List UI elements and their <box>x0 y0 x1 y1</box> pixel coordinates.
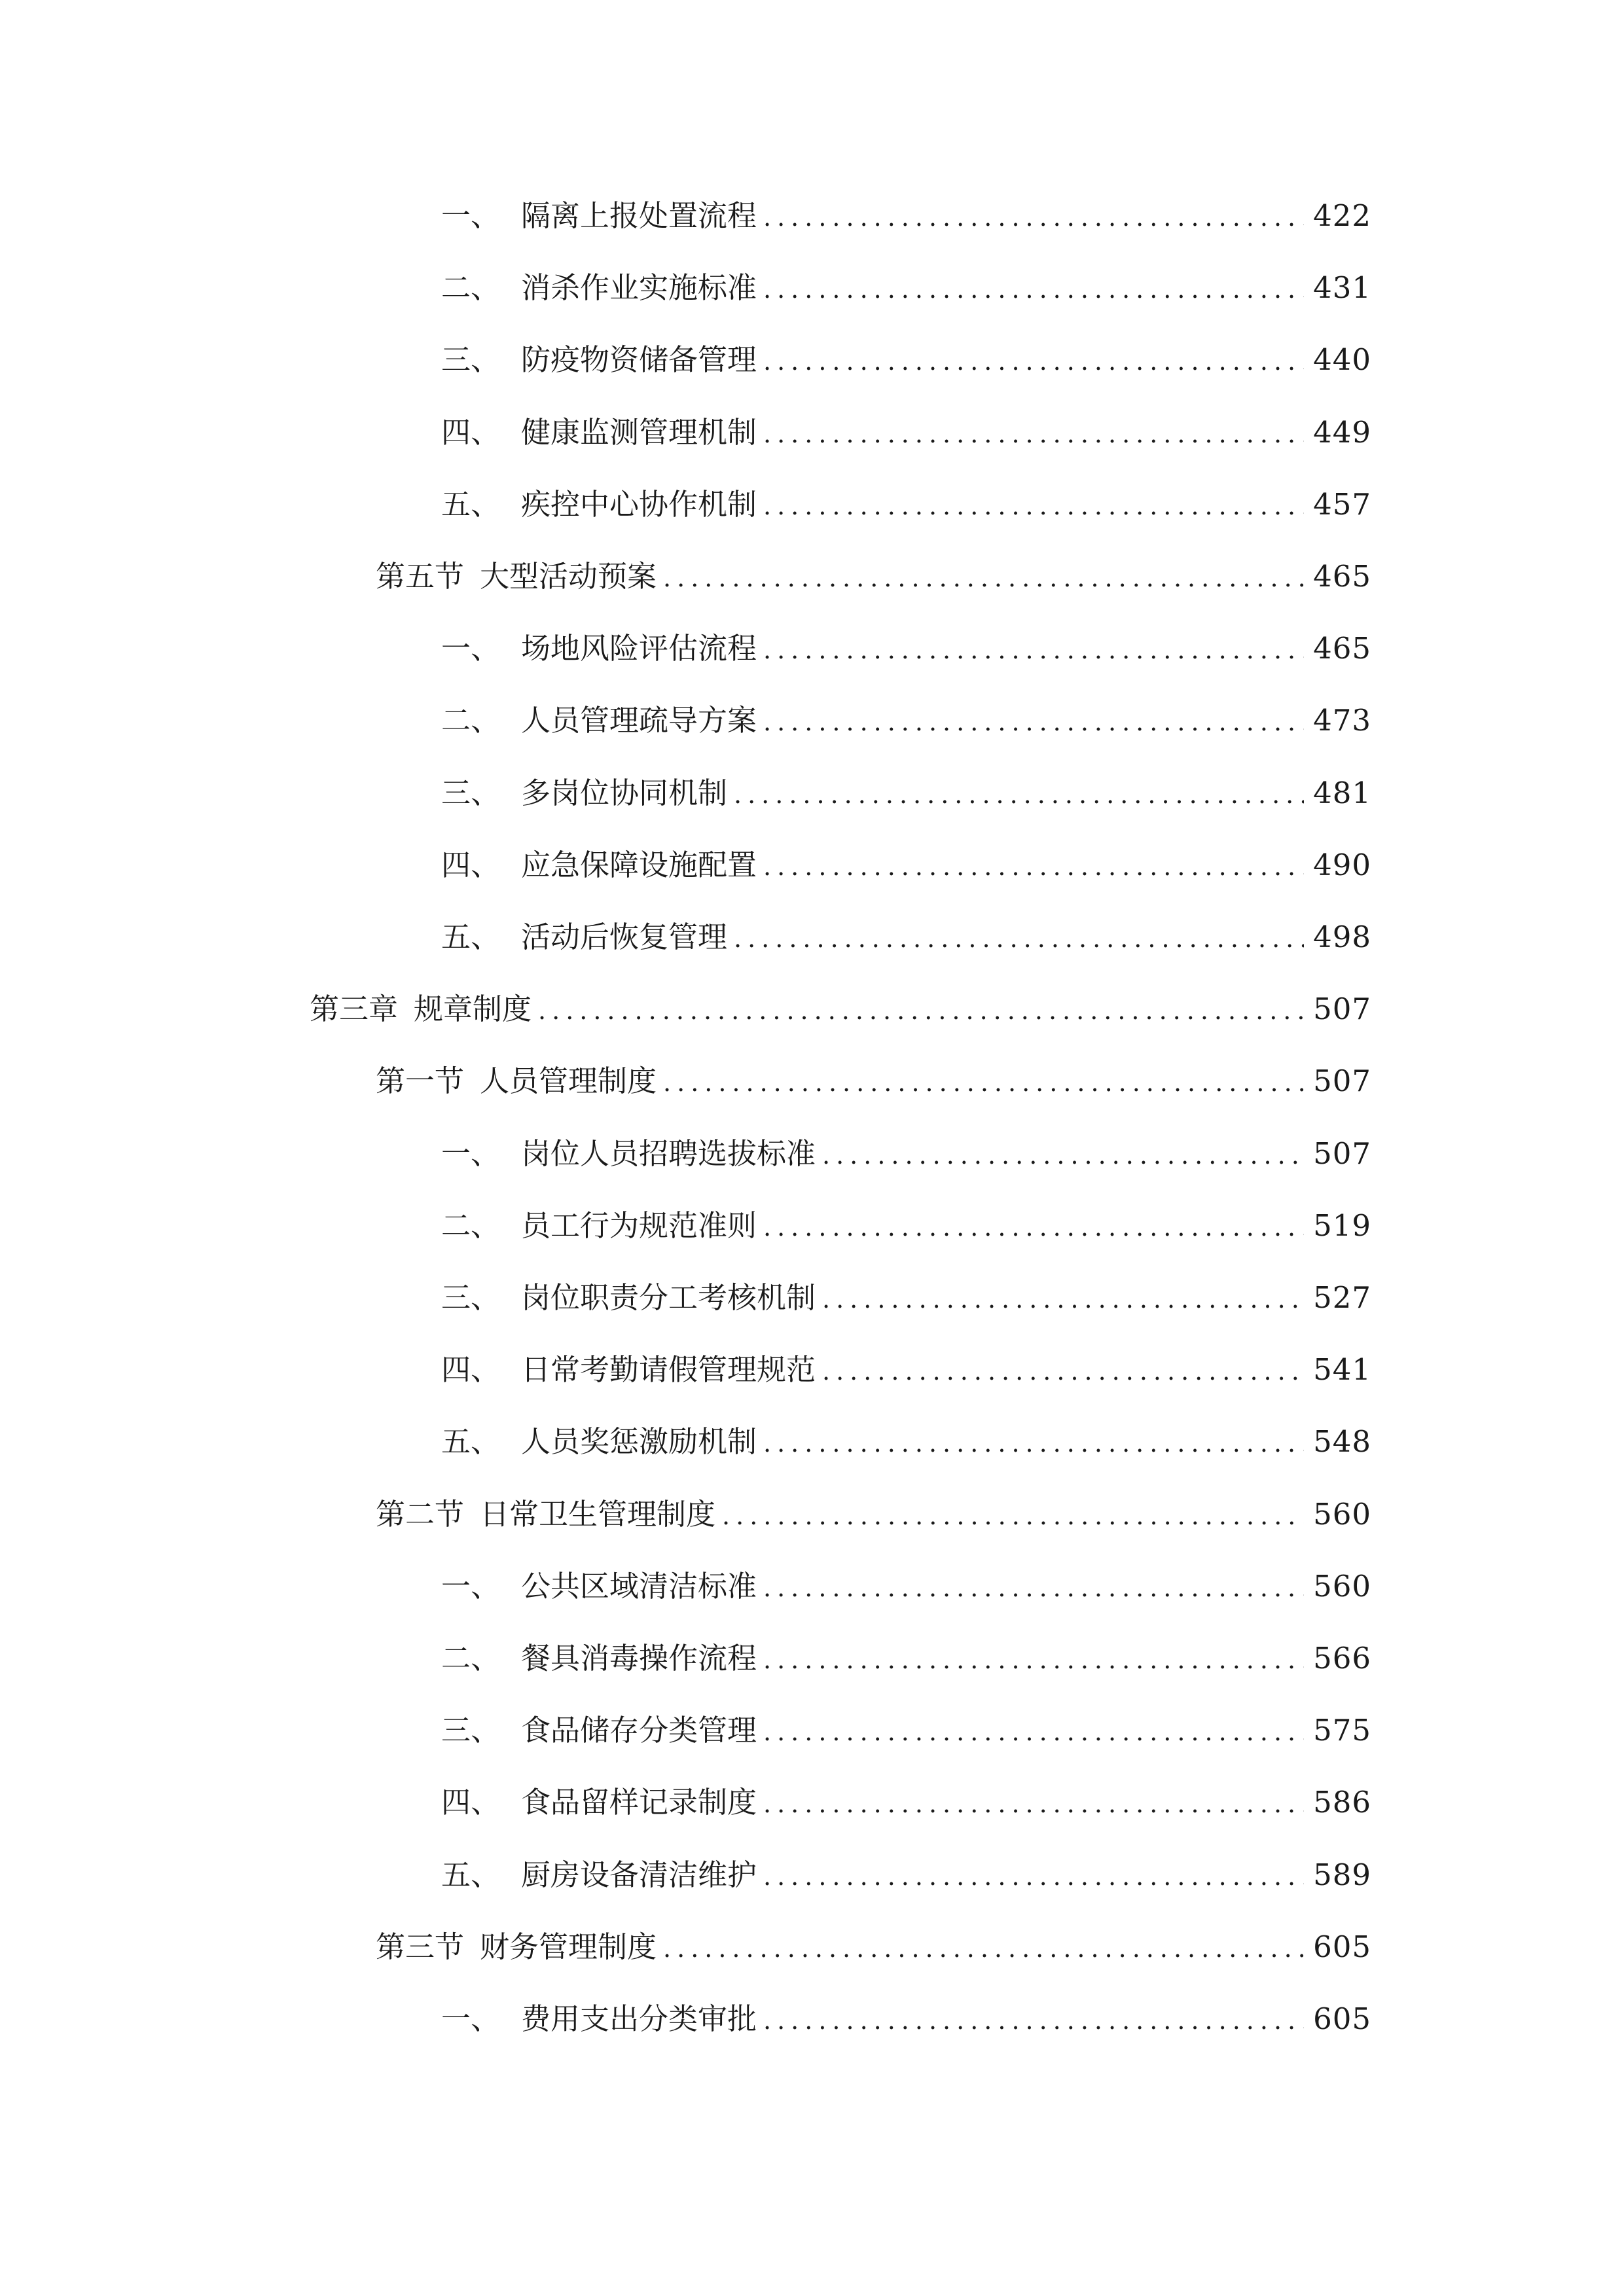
toc-entry-title: 防疫物资储备管理 <box>521 342 757 377</box>
toc-entry-number: 五、 <box>441 1857 501 1892</box>
dot-leader <box>763 1854 1304 1899</box>
toc-entry-title: 公共区域清洁标准 <box>521 1569 757 1604</box>
toc-entry-page-number: 490 <box>1313 848 1371 882</box>
toc-entry-page-number: 605 <box>1313 2001 1371 2036</box>
toc-entry[interactable] <box>441 1564 1371 1609</box>
toc-entry-number: 三、 <box>441 342 501 377</box>
toc-entry-page-number: 449 <box>1313 415 1371 450</box>
toc-entry-title: 人员管理疏导方案 <box>521 703 757 738</box>
dot-leader <box>763 699 1304 745</box>
toc-entry-title: 人员奖惩激励机制 <box>521 1424 757 1459</box>
toc-entry-number: 一、 <box>441 2001 501 2036</box>
dot-leader <box>763 844 1304 889</box>
toc-entry-title: 岗位职责分工考核机制 <box>521 1280 816 1315</box>
toc-entry-page-number: 589 <box>1313 1857 1371 1892</box>
toc-entry-page-number: 431 <box>1313 270 1371 305</box>
dot-leader <box>663 1060 1304 1105</box>
dot-leader <box>663 1926 1304 1971</box>
toc-entry-page-number: 440 <box>1313 342 1371 377</box>
toc-entry-number: 第三章 <box>310 992 399 1026</box>
toc-entry-number: 二、 <box>441 1641 501 1676</box>
toc-entry[interactable] <box>441 410 1371 456</box>
toc-entry-page-number: 465 <box>1313 631 1371 666</box>
toc-entry[interactable] <box>441 265 1371 311</box>
toc-entry-number: 四、 <box>441 848 501 882</box>
toc-entry-number: 四、 <box>441 1785 501 1820</box>
dot-leader <box>822 1132 1304 1178</box>
toc-entry-title: 健康监测管理机制 <box>521 415 757 450</box>
toc-entry-title: 应急保障设施配置 <box>521 848 757 882</box>
toc-entry-page-number: 457 <box>1313 487 1371 522</box>
toc-entry-page-number: 473 <box>1313 703 1371 738</box>
toc-entry-number: 四、 <box>441 1352 501 1387</box>
toc-entry[interactable] <box>376 1492 1371 1537</box>
toc-entry-title: 财务管理制度 <box>480 1929 657 1964</box>
dot-leader <box>763 1420 1304 1466</box>
toc-entry-page-number: 519 <box>1313 1208 1371 1243</box>
toc-entry-number: 第三节 <box>376 1929 465 1964</box>
toc-entry-title: 活动后恢复管理 <box>521 920 728 954</box>
toc-entry-page-number: 548 <box>1313 1424 1371 1459</box>
toc-entry-number: 一、 <box>441 1569 501 1604</box>
toc-entry[interactable] <box>441 1636 1371 1681</box>
toc-entry-title: 场地风险评估流程 <box>521 631 757 666</box>
dot-leader <box>763 1204 1304 1250</box>
dot-leader <box>763 1709 1304 1755</box>
toc-entry[interactable] <box>441 1419 1371 1465</box>
toc-entry-number: 五、 <box>441 1424 501 1459</box>
toc-entry[interactable] <box>441 337 1371 383</box>
toc-entry-number: 五、 <box>441 920 501 954</box>
toc-entry-number: 三、 <box>441 1713 501 1748</box>
dot-leader <box>763 1781 1304 1827</box>
toc-entry-number: 一、 <box>441 1136 501 1171</box>
toc-entry-page-number: 507 <box>1313 1136 1371 1171</box>
toc-entry-title: 日常考勤请假管理规范 <box>521 1352 816 1387</box>
toc-entry[interactable] <box>441 1347 1371 1393</box>
toc-entry-page-number: 586 <box>1313 1785 1371 1820</box>
toc-entry-title: 规章制度 <box>414 992 532 1026</box>
toc-entry[interactable] <box>441 1780 1371 1825</box>
toc-entry[interactable] <box>441 193 1371 239</box>
toc-entry-page-number: 560 <box>1313 1497 1371 1532</box>
toc-entry[interactable] <box>441 1203 1371 1249</box>
toc-entry[interactable] <box>441 1131 1371 1177</box>
toc-entry-title: 食品储存分类管理 <box>521 1713 757 1748</box>
dot-leader <box>763 1565 1304 1611</box>
toc-entry[interactable] <box>441 1708 1371 1753</box>
toc-entry[interactable] <box>441 482 1371 528</box>
toc-entry-number: 四、 <box>441 415 501 450</box>
toc-entry-number: 三、 <box>441 776 501 810</box>
toc-entry-title: 日常卫生管理制度 <box>480 1497 716 1532</box>
toc-entry[interactable] <box>441 842 1371 888</box>
toc-entry[interactable] <box>441 626 1371 672</box>
dot-leader <box>722 1493 1304 1539</box>
toc-entry[interactable] <box>441 1852 1371 1898</box>
toc-entry-number: 第一节 <box>376 1064 465 1098</box>
toc-entry-title: 费用支出分类审批 <box>521 2001 757 2036</box>
dot-leader <box>763 411 1304 457</box>
toc-entry-page-number: 541 <box>1313 1352 1371 1387</box>
toc-entry-title: 隔离上报处置流程 <box>521 198 757 233</box>
toc-entry-page-number: 575 <box>1313 1713 1371 1748</box>
dot-leader <box>734 916 1304 961</box>
dot-leader <box>822 1348 1304 1394</box>
dot-leader <box>663 555 1304 601</box>
toc-entry-title: 厨房设备清洁维护 <box>521 1857 757 1892</box>
toc-entry-page-number: 507 <box>1313 1064 1371 1098</box>
toc-entry-page-number: 498 <box>1313 920 1371 954</box>
toc-entry[interactable] <box>376 1058 1371 1104</box>
toc-entry-number: 二、 <box>441 270 501 305</box>
toc-entry-number: 五、 <box>441 487 501 522</box>
toc-entry-page-number: 560 <box>1313 1569 1371 1604</box>
dot-leader <box>763 338 1304 384</box>
toc-entry-page-number: 507 <box>1313 992 1371 1026</box>
toc-entry-page-number: 481 <box>1313 776 1371 810</box>
toc-entry-title: 消杀作业实施标准 <box>521 270 757 305</box>
dot-leader <box>763 483 1304 529</box>
toc-entry[interactable] <box>441 770 1371 816</box>
toc-entry-page-number: 422 <box>1313 198 1371 233</box>
toc-entry-title: 大型活动预案 <box>480 559 657 594</box>
dot-leader <box>538 988 1304 1033</box>
toc-entry[interactable] <box>441 698 1371 744</box>
toc-entry-title: 员工行为规范准则 <box>521 1208 757 1243</box>
toc-entry[interactable] <box>441 914 1371 960</box>
toc-entry-title: 多岗位协同机制 <box>521 776 728 810</box>
toc-entry-number: 第二节 <box>376 1497 465 1532</box>
toc-entry-number: 二、 <box>441 703 501 738</box>
toc-entry-title: 餐具消毒操作流程 <box>521 1641 757 1676</box>
toc-entry-page-number: 527 <box>1313 1280 1371 1315</box>
toc-entry-number: 一、 <box>441 198 501 233</box>
toc-entry-title: 食品留样记录制度 <box>521 1785 757 1820</box>
dot-leader <box>734 772 1304 817</box>
toc-entry-page-number: 605 <box>1313 1929 1371 1964</box>
toc-entry[interactable] <box>376 1924 1371 1970</box>
dot-leader <box>763 1998 1304 2043</box>
dot-leader <box>763 194 1304 240</box>
dot-leader <box>822 1276 1304 1322</box>
toc-entry[interactable] <box>310 986 1371 1032</box>
toc-entry-number: 二、 <box>441 1208 501 1243</box>
dot-leader <box>763 1637 1304 1683</box>
toc-entry[interactable] <box>441 1996 1371 2042</box>
toc-entry-title: 人员管理制度 <box>480 1064 657 1098</box>
dot-leader <box>763 266 1304 312</box>
toc-entry-number: 三、 <box>441 1280 501 1315</box>
toc-entry[interactable] <box>376 554 1371 600</box>
toc-entry-title: 疾控中心协作机制 <box>521 487 757 522</box>
toc-entry-page-number: 465 <box>1313 559 1371 594</box>
toc-entry-number: 一、 <box>441 631 501 666</box>
dot-leader <box>763 627 1304 673</box>
toc-entry[interactable] <box>441 1275 1371 1321</box>
toc-entry-number: 第五节 <box>376 559 465 594</box>
toc-entry-title: 岗位人员招聘选拔标准 <box>521 1136 816 1171</box>
toc-entry-page-number: 566 <box>1313 1641 1371 1676</box>
